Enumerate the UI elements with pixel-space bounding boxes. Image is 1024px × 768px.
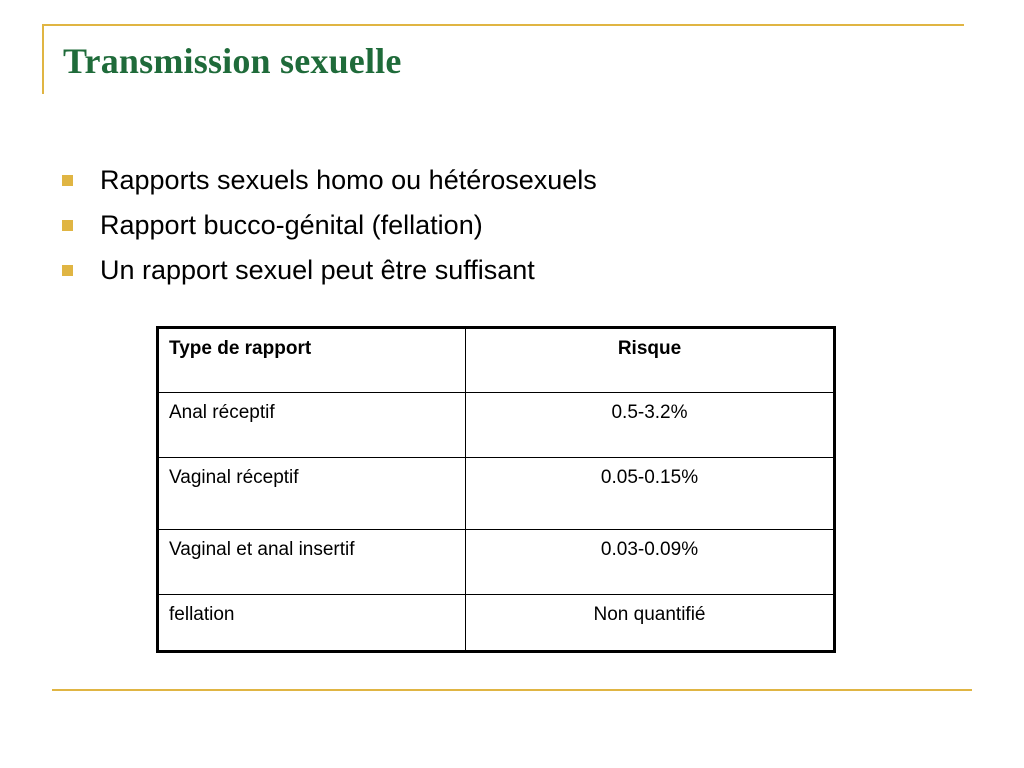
header-type: Type de rapport [158, 328, 466, 393]
bullet-item [62, 248, 597, 293]
table-row [158, 530, 835, 595]
bullet-text: Rapport bucco-génital (fellation) [100, 210, 483, 240]
square-bullet-icon [62, 265, 73, 276]
bullet-text: Un rapport sexuel peut être suffisant [100, 255, 535, 285]
cell-type: Anal réceptif [158, 393, 466, 458]
bottom-border-line [52, 689, 972, 691]
square-bullet-icon [62, 220, 73, 231]
table-header-row [158, 328, 835, 393]
table-row [158, 595, 835, 652]
left-border-line [42, 24, 44, 94]
bullet-item [62, 158, 597, 203]
cell-risk: 0.03-0.09% [466, 530, 835, 595]
cell-risk: Non quantifié [466, 595, 835, 652]
bullet-list [62, 158, 597, 293]
table-row [158, 458, 835, 530]
square-bullet-icon [62, 175, 73, 186]
cell-type: Vaginal réceptif [158, 458, 466, 530]
header-risk: Risque [466, 328, 835, 393]
slide-title: Transmission sexuelle [63, 41, 402, 81]
cell-risk: 0.5-3.2% [466, 393, 835, 458]
risk-table [156, 326, 836, 653]
bullet-item [62, 203, 597, 248]
bullet-text: Rapports sexuels homo ou hétérosexuels [100, 165, 597, 195]
table-row [158, 393, 835, 458]
cell-type: fellation [158, 595, 466, 652]
cell-type: Vaginal et anal insertif [158, 530, 466, 595]
top-border-line [42, 24, 964, 26]
cell-risk: 0.05-0.15% [466, 458, 835, 530]
